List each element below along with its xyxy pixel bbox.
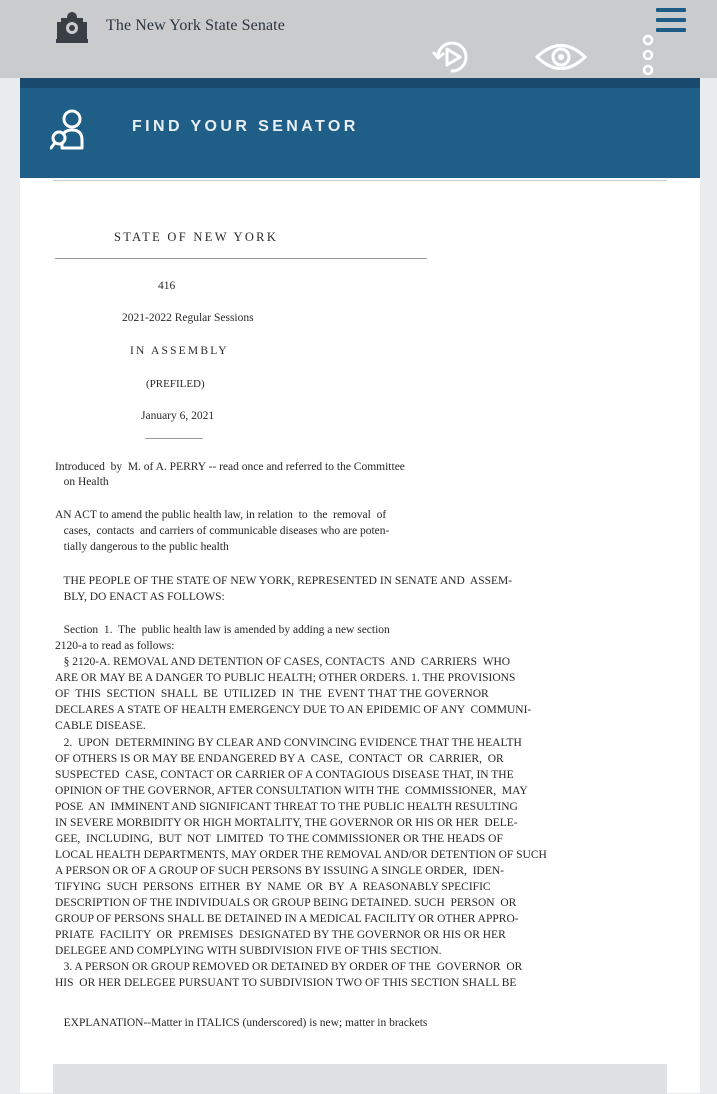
bill-text-line: THE PEOPLE OF THE STATE OF NEW YORK, REPRESENTED IN SENATE AND ASSEM- bbox=[55, 575, 513, 587]
bill-text-line: DECLARES A STATE OF HEALTH EMERGENCY DUE TO AN EPIDEMIC OF ANY COMMUNI- bbox=[55, 704, 532, 716]
bill-text-line: GROUP OF PERSONS SHALL BE DETAINED IN A MEDICAL FACILITY OR OTHER APPRO- bbox=[55, 913, 519, 925]
bill-text-line: 2. UPON DETERMINING BY CLEAR AND CONVINCING EVIDENCE THAT THE HEALTH bbox=[55, 737, 522, 749]
chamber-label: IN ASSEMBLY bbox=[130, 345, 229, 357]
bill-text-line: ARE OR MAY BE A DANGER TO PUBLIC HEALTH; OTHER ORDERS. 1. THE PROVISIONS bbox=[55, 672, 516, 684]
bill-text-line: POSE AN IMMINENT AND SIGNIFICANT THREAT TO THE PUBLIC HEALTH RESULTING bbox=[55, 801, 518, 813]
bill-text-line: Section 1. The public health law is amended by adding a new section bbox=[55, 624, 390, 636]
site-header bbox=[0, 0, 717, 78]
bill-text-line: cases, contacts and carriers of communicable diseases who are poten- bbox=[55, 525, 390, 537]
bill-text-line: 2120-a to read as follows: bbox=[55, 640, 175, 652]
find-senator-label: FIND YOUR SENATOR bbox=[132, 118, 359, 135]
explanation-line: EXPLANATION--Matter in ITALICS (underscored) is new; matter in brackets bbox=[55, 1017, 428, 1029]
bill-date: January 6, 2021 bbox=[141, 410, 215, 422]
divider bbox=[53, 180, 667, 181]
bill-text-line: 3. A PERSON OR GROUP REMOVED OR DETAINED BY ORDER OF THE GOVERNOR OR bbox=[55, 961, 523, 973]
bill-text-line: CABLE DISEASE. bbox=[55, 720, 146, 732]
play-icon[interactable] bbox=[430, 35, 474, 79]
bill-text-line: § 2120-A. REMOVAL AND DETENTION OF CASES, CONTACTS AND CARRIERS WHO bbox=[55, 656, 511, 668]
bill-text-line: on Health bbox=[55, 476, 109, 488]
bill-text-line: PRIATE FACILITY OR PREMISES DESIGNATED BY THE GOVERNOR OR HIS OR HER bbox=[55, 929, 506, 941]
state-seal-icon[interactable] bbox=[55, 10, 89, 44]
find-senator-bar[interactable] bbox=[20, 78, 700, 178]
bill-text-line: DESCRIPTION OF THE INDIVIDUALS OR GROUP BEING DETAINED. SUCH PERSON OR bbox=[55, 897, 517, 909]
bill-text-line: GEE, INCLUDING, BUT NOT LIMITED TO THE COMMISSIONER OR THE HEADS OF bbox=[55, 833, 503, 845]
divider bbox=[145, 438, 203, 439]
bill-text-line: TIFYING SUCH PERSONS EITHER BY NAME OR BY A REASONABLY SPECIFIC bbox=[55, 881, 491, 893]
bill-text-line: LOCAL HEALTH DEPARTMENTS, MAY ORDER THE REMOVAL AND/OR DETENTION OF SUCH bbox=[55, 849, 547, 861]
bill-text-line: SUSPECTED CASE, CONTACT OR CARRIER OF A CONTAGIOUS DISEASE THAT, IN THE bbox=[55, 769, 514, 781]
divider bbox=[55, 258, 427, 259]
bill-text-line: OF OTHERS IS OR MAY BE ENDANGERED BY A CASE, CONTACT OR CARRIER, OR bbox=[55, 753, 504, 765]
bill-text-line: AN ACT to amend the public health law, in relation to the removal of bbox=[55, 509, 387, 521]
find-senator-icon bbox=[50, 108, 92, 152]
bill-text-line: OPINION OF THE GOVERNOR, AFTER CONSULTATION WITH THE COMMISSIONER, MAY bbox=[55, 785, 528, 797]
bill-text-line: A PERSON OR OF A GROUP OF SUCH PERSONS BY ISSUING A SINGLE ORDER, IDEN- bbox=[55, 865, 505, 877]
bottom-panel bbox=[53, 1064, 667, 1094]
session-label: 2021-2022 Regular Sessions bbox=[122, 312, 254, 324]
bill-text-line: IN SEVERE MORBIDITY OR HIGH MORTALITY, THE GOVERNOR OR HIS OR HER DELE- bbox=[55, 817, 518, 829]
bill-text-line: BLY, DO ENACT AS FOLLOWS: bbox=[55, 591, 225, 603]
more-dots-icon[interactable] bbox=[640, 34, 656, 78]
eye-icon[interactable] bbox=[534, 38, 588, 76]
state-heading: STATE OF NEW YORK bbox=[114, 230, 279, 244]
bill-text-line: HIS OR HER DELEGEE PURSUANT TO SUBDIVISION TWO OF THIS SECTION SHALL BE bbox=[55, 977, 517, 989]
bill-text-line: OF THIS SECTION SHALL BE UTILIZED IN THE EVENT THAT THE GOVERNOR bbox=[55, 688, 489, 700]
bill-text-line: tially dangerous to the public health bbox=[55, 541, 229, 553]
bill-number: 416 bbox=[158, 280, 176, 292]
prefiled-label: (PREFILED) bbox=[146, 378, 205, 390]
site-title[interactable]: The New York State Senate bbox=[106, 17, 285, 34]
bill-text-line: Introduced by M. of A. PERRY -- read once and referred to the Committee bbox=[55, 461, 405, 473]
bill-text-line: DELEGEE AND COMPLYING WITH SUBDIVISION FIVE OF THIS SECTION. bbox=[55, 945, 442, 957]
menu-icon[interactable] bbox=[654, 6, 686, 36]
